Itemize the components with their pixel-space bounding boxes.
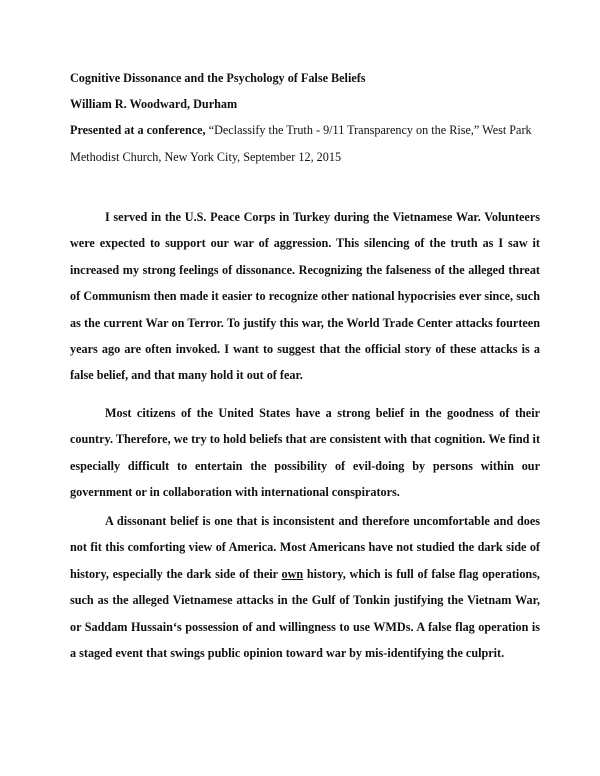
document-title: Cognitive Dissonance and the Psychology of False Beliefs [70,71,366,85]
presented-label: Presented at a conference, [70,123,209,137]
paragraph-2: Most citizens of the United States have a strong belief in the goodness of their country. Therefore, we try to hold beliefs that are consistent with that cognition. We find it especially difficult to entertain the possibility of evil-doing by persons within our government or in collaboration with international conspirators. [70,406,540,500]
presentation-line [70,122,532,138]
paragraph-1: I served in the U.S. Peace Corps in Turkey during the Vietnamese War. Volunteers were expected to support our war of aggression. This silencing of the truth as I saw it increased my strong feelings of dissonance. Recognizing the falseness of the alleged threat of Communism then made it easier to recognize other national hypocrisies ever since, such as the current War on Terror. To justify this war, the World Trade Center attacks fourteen years ago are often invoked. I want to suggest that the official story of these attacks is a false belief, and that many hold it out of fear. [70,210,540,383]
paragraph-3-part-a: A dissonant belief is one that is inconsistent and therefore uncomfortable and does not fit this comforting view of America. Most Americans have not studied the dark side of history, especially the dark side of their [70,514,540,581]
presented-event: “Declassify the Truth - 9/11 Transparency on the Rise,” West Park [208,123,532,137]
paragraph-3-part-b: history, which is full of false flag operations, such as the alleged Vietnamese attacks in the Gulf of Tonkin justifying the Vietnam War, or Saddam Hussain‘s possession of and willingness to use WMDs. A false flag operation is a staged event that swings public opinion toward war by mis-identifying the culprit. [70,566,540,661]
underlined-own: own [281,566,304,581]
presentation-venue: Methodist Church, New York City, September 12, 2015 [70,150,342,164]
author-line: William R. Woodward, Durham [70,97,238,111]
paragraph-3 [70,508,540,666]
